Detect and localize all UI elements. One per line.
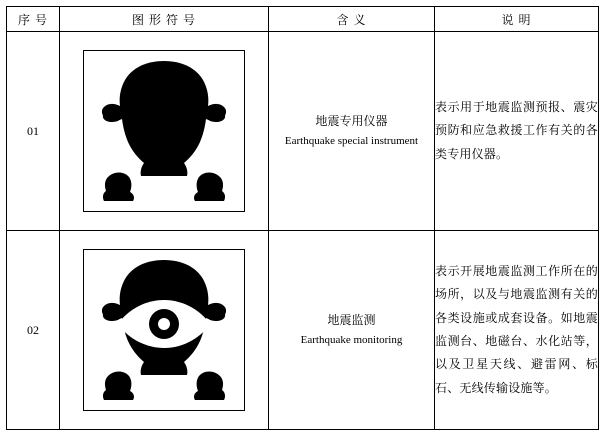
meaning-cn-text: 地震监测 xyxy=(327,313,376,328)
table-head xyxy=(7,7,599,32)
meaning-cn-text: 地震专用仪器 xyxy=(315,114,388,129)
description-text: 表示用于地震监测预报、震灾预防和应急救援工作有关的各类专用仪器。 xyxy=(435,99,598,161)
row-serial-number: 02 xyxy=(7,231,60,430)
symbol-wrapper xyxy=(60,249,268,411)
row-serial-number: 01 xyxy=(7,32,60,231)
monitoring-glyph-icon xyxy=(84,250,244,410)
meaning-en-text: Earthquake special instrument xyxy=(284,134,419,147)
earthquake-special-instrument-symbol xyxy=(83,50,245,212)
header-serial-number: 序 号 xyxy=(7,7,60,32)
description-text: 表示开展地震监测工作所在的场所，以及与地震监测有关的各类设施或成套设备。如地震监测台、地磁台、水化站等，以及卫星天线、避雷网、标石、无线传输设施等。 xyxy=(435,263,598,395)
symbol-specification-table xyxy=(6,6,599,430)
row-graphic-symbol-cell xyxy=(60,32,269,231)
row-description-cell xyxy=(435,32,599,231)
row-graphic-symbol-cell xyxy=(60,231,269,430)
row-description-cell xyxy=(435,231,599,430)
header-meaning: 含 义 xyxy=(269,7,435,32)
header-graphic-symbol: 图 形 符 号 xyxy=(60,7,269,32)
instrument-glyph-icon xyxy=(84,51,244,211)
row-meaning-cell xyxy=(269,32,435,231)
table-row xyxy=(7,231,599,430)
document-page xyxy=(0,6,600,430)
meaning-en-text: Earthquake monitoring xyxy=(300,333,403,346)
table-row xyxy=(7,32,599,231)
header-description: 说 明 xyxy=(435,7,599,32)
symbol-wrapper xyxy=(60,50,268,212)
earthquake-monitoring-symbol xyxy=(83,249,245,411)
row-meaning-cell xyxy=(269,231,435,430)
table-header-row xyxy=(7,7,599,32)
table-body xyxy=(7,32,599,430)
